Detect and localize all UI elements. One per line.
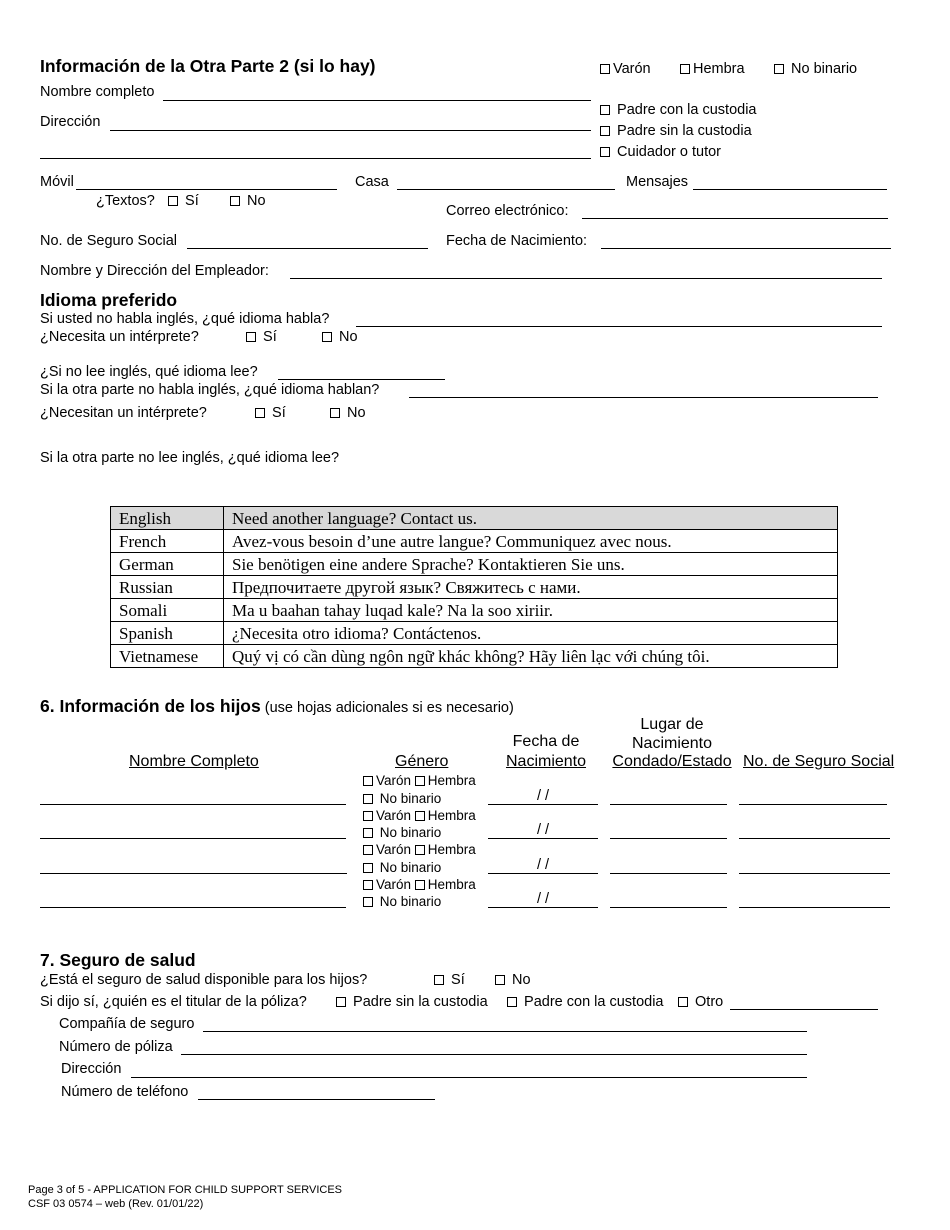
child-4-name-field[interactable] (40, 907, 346, 908)
lang-name: Somali (111, 599, 224, 622)
child-4-dob-field[interactable] (488, 907, 598, 908)
children-title: 6. Información de los hijos (40, 696, 261, 716)
texts-no-option[interactable] (230, 193, 266, 209)
checkbox[interactable] (363, 811, 373, 821)
child-3-pob-field[interactable] (610, 873, 727, 874)
interpreter-yes-option[interactable] (246, 329, 277, 345)
female-label: Hembra (427, 808, 476, 823)
checkbox[interactable] (230, 196, 240, 206)
child-4-ssn-field[interactable] (739, 907, 890, 908)
gender-male-label: Varón (613, 61, 651, 77)
insurance-yes-option[interactable] (434, 972, 465, 988)
checkbox[interactable] (415, 880, 425, 890)
child-3-gender-mf[interactable] (363, 842, 476, 857)
address-field-1[interactable] (110, 130, 591, 131)
ssn-label: No. de Seguro Social (40, 233, 178, 249)
child-2-pob-field[interactable] (610, 838, 727, 839)
insurance-no-option[interactable] (495, 972, 531, 988)
male-label: Varón (376, 808, 412, 823)
interpreter-yes-label: Sí (263, 329, 277, 345)
role-noncustodial-option[interactable] (600, 123, 752, 139)
child-2-ssn-field[interactable] (739, 838, 890, 839)
lang-name: English (111, 507, 224, 530)
checkbox[interactable] (600, 147, 610, 157)
language-q5: ¿Necesitan un intérprete? (40, 405, 207, 421)
dob-field[interactable] (601, 248, 891, 249)
female-label: Hembra (427, 842, 476, 857)
lang-text: Sie benötigen eine andere Sprache? Kontaktieren Sie uns. (224, 553, 838, 576)
checkbox[interactable] (322, 332, 332, 342)
language-q4: Si la otra parte no habla inglés, ¿qué idioma hablan? (40, 382, 380, 398)
full-name-field[interactable] (163, 100, 591, 101)
col-pob-header-2: Nacimiento (631, 735, 713, 752)
col-dob-header-1: Fecha de (512, 733, 580, 750)
texts-yes-label: Sí (185, 193, 199, 209)
checkbox[interactable] (246, 332, 256, 342)
child-2-dob-sep: / / (536, 822, 550, 838)
insurance-title: 7. Seguro de salud (40, 950, 196, 970)
checkbox[interactable] (507, 997, 517, 1007)
language-q2: ¿Necesita un intérprete? (40, 329, 199, 345)
checkbox[interactable] (363, 828, 373, 838)
child-3-gender-nb[interactable] (363, 860, 441, 875)
holder-other-option[interactable] (678, 994, 723, 1010)
checkbox[interactable] (415, 776, 425, 786)
lang-name: Spanish (111, 622, 224, 645)
insurance-phone-field[interactable] (198, 1099, 435, 1100)
checkbox[interactable] (600, 64, 610, 74)
insurance-company-field[interactable] (203, 1031, 807, 1032)
checkbox[interactable] (363, 863, 373, 873)
children-subtitle: (use hojas adicionales si es necesario) (264, 700, 514, 716)
other-interpreter-no-label: No (347, 405, 366, 421)
role-custodial-option[interactable] (600, 102, 756, 118)
interpreter-no-label: No (339, 329, 358, 345)
gender-female-label: Hembra (693, 61, 745, 77)
insurance-company-label: Compañía de seguro (59, 1016, 195, 1032)
lang-text: Quý vị có cần dùng ngôn ngữ khác không? Hãy liên lạc với chúng tôi. (224, 645, 838, 668)
child-4-gender-nb[interactable] (363, 894, 441, 909)
checkbox[interactable] (415, 811, 425, 821)
checkbox[interactable] (336, 997, 346, 1007)
other-interpreter-yes-option[interactable] (255, 405, 286, 421)
male-label: Varón (376, 842, 412, 857)
email-label: Correo electrónico: (446, 203, 569, 219)
child-1-name-field[interactable] (40, 804, 346, 805)
insurance-q2: Si dijo sí, ¿quién es el titular de la póliza? (40, 994, 307, 1010)
language-q6: Si la otra parte no lee inglés, ¿qué idioma lee? (40, 450, 340, 466)
policy-number-label: Número de póliza (59, 1039, 173, 1055)
child-2-dob-field[interactable] (488, 838, 598, 839)
checkbox[interactable] (678, 997, 688, 1007)
table-row (111, 530, 838, 553)
child-4-dob-sep: / / (536, 891, 550, 907)
holder-custodial-option[interactable] (507, 994, 663, 1010)
checkbox[interactable] (434, 975, 444, 985)
table-row (111, 576, 838, 599)
lang-name: German (111, 553, 224, 576)
checkbox[interactable] (363, 776, 373, 786)
checkbox[interactable] (168, 196, 178, 206)
table-row (111, 553, 838, 576)
insurance-no-label: No (512, 972, 531, 988)
checkbox[interactable] (363, 880, 373, 890)
checkbox[interactable] (600, 126, 610, 136)
language-q3: ¿Si no lee inglés, qué idioma lee? (40, 364, 258, 380)
lang-text: Ma u baahan tahay luqad kale? Na la soo xiriir. (224, 599, 838, 622)
child-1-dob-sep: / / (536, 788, 550, 804)
holder-custodial-label: Padre con la custodia (524, 994, 664, 1010)
gender-nonbinary-option[interactable] (774, 61, 857, 77)
holder-noncustodial-option[interactable] (336, 994, 488, 1010)
lang-name: Russian (111, 576, 224, 599)
col-ssn-header: No. de Seguro Social (743, 753, 895, 770)
male-label: Varón (376, 773, 412, 788)
child-4-gender-mf[interactable] (363, 877, 476, 892)
other-interpreter-yes-label: Sí (272, 405, 286, 421)
child-1-gender-nb[interactable] (363, 791, 441, 806)
child-2-gender-mf[interactable] (363, 808, 476, 823)
other-interpreter-no-option[interactable] (330, 405, 366, 421)
checkbox[interactable] (774, 64, 784, 74)
insurance-yes-label: Sí (451, 972, 465, 988)
home-label: Casa (355, 174, 389, 190)
children-heading (40, 696, 514, 717)
checkbox[interactable] (363, 845, 373, 855)
dob-label: Fecha de Nacimiento: (446, 233, 588, 249)
checkbox[interactable] (363, 897, 373, 907)
nonbinary-label: No binario (379, 860, 442, 875)
child-1-pob-field[interactable] (610, 804, 727, 805)
holder-noncustodial-label: Padre sin la custodia (353, 994, 488, 1010)
child-3-name-field[interactable] (40, 873, 347, 874)
footer-form-id: CSF 03 0574 – web (Rev. 01/01/22) (28, 1198, 204, 1210)
col-name-header: Nombre Completo (129, 753, 259, 770)
table-row (111, 599, 838, 622)
checkbox[interactable] (363, 794, 373, 804)
lang-text: ¿Necesita otro idioma? Contáctenos. (224, 622, 838, 645)
texts-label: ¿Textos? (96, 193, 155, 209)
checkbox[interactable] (600, 105, 610, 115)
role-custodial-label: Padre con la custodia (617, 102, 757, 118)
child-3-dob-sep: / / (536, 857, 550, 873)
col-dob-header-2: Nacimiento (505, 753, 587, 770)
holder-other-label: Otro (695, 994, 724, 1010)
employer-label: Nombre y Dirección del Empleador: (40, 263, 269, 279)
checkbox[interactable] (330, 408, 340, 418)
gender-female-option[interactable] (680, 61, 745, 77)
insurance-phone-label: Número de teléfono (61, 1084, 189, 1100)
language-q4-field[interactable] (409, 397, 878, 398)
language-title: Idioma preferido (40, 290, 178, 310)
col-gender-header: Género (395, 753, 449, 770)
role-caregiver-label: Cuidador o tutor (617, 144, 722, 160)
lang-name: French (111, 530, 224, 553)
language-q1: Si usted no habla inglés, ¿qué idioma habla? (40, 311, 330, 327)
nonbinary-label: No binario (379, 894, 442, 909)
col-pob-header-3: Condado/Estado (612, 753, 732, 770)
female-label: Hembra (427, 773, 476, 788)
other-party-title: Información de la Otra Parte 2 (si lo hay) (40, 56, 376, 76)
child-4-pob-field[interactable] (610, 907, 727, 908)
gender-nonbinary-label: No binario (791, 61, 858, 77)
language-q1-field[interactable] (356, 326, 882, 327)
messages-field[interactable] (693, 189, 887, 190)
insurance-address-label: Dirección (61, 1061, 122, 1077)
mobile-field[interactable] (76, 189, 337, 190)
lang-text: Need another language? Contact us. (224, 507, 838, 530)
checkbox[interactable] (495, 975, 505, 985)
child-1-dob-field[interactable] (488, 804, 598, 805)
col-pob-header-1: Lugar de (640, 716, 704, 733)
employer-field[interactable] (290, 278, 882, 279)
child-1-gender-mf[interactable] (363, 773, 476, 788)
insurance-address-field[interactable] (131, 1077, 807, 1078)
child-2-gender-nb[interactable] (363, 825, 441, 840)
child-1-ssn-field[interactable] (739, 804, 887, 805)
address-label: Dirección (40, 114, 101, 130)
nonbinary-label: No binario (379, 825, 442, 840)
role-noncustodial-label: Padre sin la custodia (617, 123, 752, 139)
home-field[interactable] (397, 189, 615, 190)
child-2-name-field[interactable] (40, 838, 346, 839)
mobile-label: Móvil (40, 174, 74, 190)
gender-male-option[interactable] (600, 61, 651, 77)
lang-text: Предпочитаете другой язык? Свяжитесь с нами. (224, 576, 838, 599)
interpreter-no-option[interactable] (322, 329, 358, 345)
female-label: Hembra (427, 877, 476, 892)
policy-number-field[interactable] (181, 1054, 807, 1055)
email-field[interactable] (582, 218, 888, 219)
footer-page-info: Page 3 of 5 - APPLICATION FOR CHILD SUPPORT SERVICES (28, 1184, 343, 1196)
language-q3-field[interactable] (278, 379, 445, 380)
checkbox[interactable] (415, 845, 425, 855)
nonbinary-label: No binario (379, 791, 442, 806)
language-help-table (110, 506, 838, 668)
table-row (111, 507, 838, 530)
lang-text: Avez-vous besoin d’une autre langue? Communiquez avec nous. (224, 530, 838, 553)
holder-other-field[interactable] (730, 1009, 878, 1010)
address-field-2[interactable] (40, 158, 591, 159)
lang-name: Vietnamese (111, 645, 224, 668)
checkbox[interactable] (680, 64, 690, 74)
child-3-ssn-field[interactable] (739, 873, 890, 874)
insurance-q1: ¿Está el seguro de salud disponible para los hijos? (40, 972, 368, 988)
full-name-label: Nombre completo (40, 84, 155, 100)
child-3-dob-field[interactable] (488, 873, 598, 874)
messages-label: Mensajes (626, 174, 689, 190)
male-label: Varón (376, 877, 412, 892)
checkbox[interactable] (255, 408, 265, 418)
ssn-field[interactable] (187, 248, 428, 249)
texts-no-label: No (247, 193, 266, 209)
table-row (111, 645, 838, 668)
table-row (111, 622, 838, 645)
role-caregiver-option[interactable] (600, 144, 721, 160)
texts-yes-option[interactable] (168, 193, 199, 209)
